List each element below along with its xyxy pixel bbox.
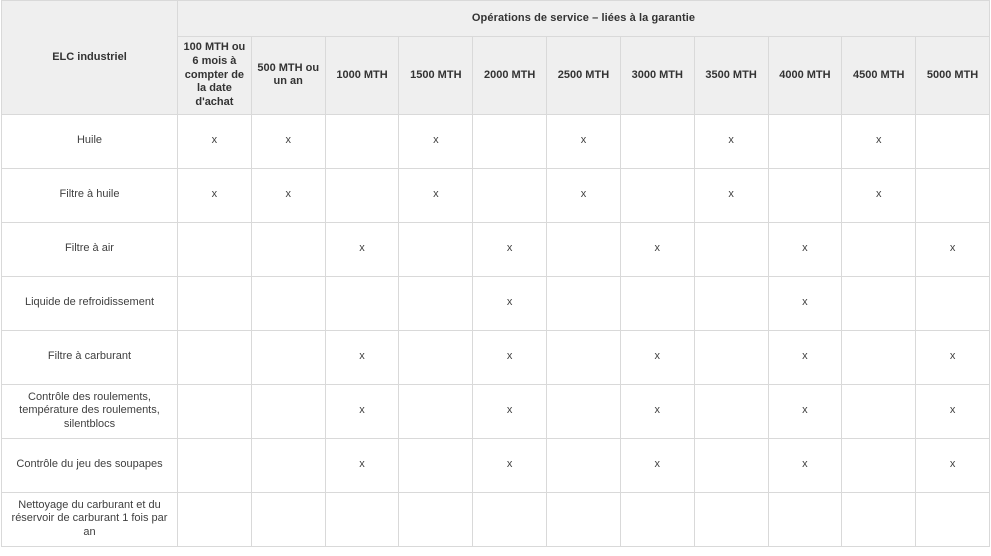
table-row [2,168,990,222]
mark-cell [473,114,547,168]
row-label: Contrôle des roulements, température des roulements, silentblocs [2,384,178,438]
mark-cell [473,492,547,546]
mark-cell [620,114,694,168]
mark-cell: x [916,438,990,492]
mark-cell [325,114,399,168]
row-label: Filtre à air [2,222,178,276]
mark-cell [768,114,842,168]
mark-cell: x [768,438,842,492]
column-header-2000mth: 2000 MTH [473,37,547,115]
mark-cell: x [325,384,399,438]
table-row [2,492,990,546]
row-label: Huile [2,114,178,168]
mark-cell [916,114,990,168]
mark-cell: x [620,438,694,492]
mark-cell [178,330,252,384]
mark-cell: x [916,384,990,438]
mark-cell [547,330,621,384]
table-row [2,438,990,492]
mark-cell: x [473,276,547,330]
row-label: Contrôle du jeu des soupapes [2,438,178,492]
column-header-100mth: 100 MTH ou 6 mois à compter de la date d'achat [178,37,252,115]
row-label: Filtre à huile [2,168,178,222]
mark-cell [251,492,325,546]
mark-cell [768,492,842,546]
mark-cell: x [547,114,621,168]
mark-cell: x [620,222,694,276]
mark-cell [694,492,768,546]
mark-cell [694,438,768,492]
mark-cell: x [473,384,547,438]
column-header-3500mth: 3500 MTH [694,37,768,115]
mark-cell: x [547,168,621,222]
mark-cell [842,276,916,330]
mark-cell: x [473,438,547,492]
table-row [2,114,990,168]
mark-cell: x [251,114,325,168]
mark-cell [842,222,916,276]
mark-cell: x [620,384,694,438]
mark-cell [251,222,325,276]
mark-cell [694,276,768,330]
mark-cell [399,276,473,330]
mark-cell: x [473,330,547,384]
mark-cell [547,492,621,546]
table-corner-header: ELC industriel [2,1,178,115]
mark-cell [694,222,768,276]
mark-cell: x [916,222,990,276]
mark-cell [620,492,694,546]
mark-cell [251,438,325,492]
mark-cell [620,276,694,330]
table-row [2,276,990,330]
mark-cell: x [768,330,842,384]
mark-cell [178,438,252,492]
mark-cell: x [768,222,842,276]
mark-cell: x [325,222,399,276]
mark-cell [399,492,473,546]
mark-cell [547,438,621,492]
mark-cell [842,330,916,384]
mark-cell [251,276,325,330]
mark-cell [399,222,473,276]
mark-cell [916,492,990,546]
column-header-1000mth: 1000 MTH [325,37,399,115]
column-header-2500mth: 2500 MTH [547,37,621,115]
mark-cell [178,276,252,330]
row-label: Nettoyage du carburant et du réservoir de carburant 1 fois par an [2,492,178,546]
mark-cell [325,276,399,330]
column-header-3000mth: 3000 MTH [620,37,694,115]
mark-cell [325,492,399,546]
mark-cell: x [768,384,842,438]
mark-cell [178,222,252,276]
table-header-row-group [2,1,990,37]
mark-cell: x [399,114,473,168]
column-header-1500mth: 1500 MTH [399,37,473,115]
column-header-4500mth: 4500 MTH [842,37,916,115]
mark-cell [178,492,252,546]
mark-cell [842,492,916,546]
service-schedule-table [1,0,990,547]
mark-cell [842,438,916,492]
mark-cell: x [178,168,252,222]
mark-cell [547,384,621,438]
column-header-4000mth: 4000 MTH [768,37,842,115]
table-row [2,222,990,276]
mark-cell [251,330,325,384]
mark-cell [399,384,473,438]
mark-cell: x [842,168,916,222]
mark-cell: x [399,168,473,222]
mark-cell [620,168,694,222]
mark-cell: x [694,114,768,168]
column-header-5000mth: 5000 MTH [916,37,990,115]
mark-cell: x [842,114,916,168]
table-row [2,384,990,438]
mark-cell [768,168,842,222]
mark-cell [916,168,990,222]
mark-cell: x [473,222,547,276]
mark-cell: x [768,276,842,330]
mark-cell [251,384,325,438]
mark-cell [842,384,916,438]
mark-cell: x [251,168,325,222]
mark-cell [547,276,621,330]
row-label: Liquide de refroidissement [2,276,178,330]
mark-cell [399,330,473,384]
mark-cell [694,330,768,384]
table-group-header: Opérations de service – liées à la garantie [178,1,990,37]
mark-cell [473,168,547,222]
mark-cell: x [620,330,694,384]
mark-cell [694,384,768,438]
mark-cell [399,438,473,492]
mark-cell: x [325,438,399,492]
table-body [2,114,990,546]
mark-cell: x [916,330,990,384]
table-row [2,330,990,384]
mark-cell: x [178,114,252,168]
row-label: Filtre à carburant [2,330,178,384]
column-header-500mth: 500 MTH ou un an [251,37,325,115]
mark-cell [325,168,399,222]
mark-cell: x [325,330,399,384]
mark-cell: x [694,168,768,222]
mark-cell [547,222,621,276]
mark-cell [178,384,252,438]
table-head [2,1,990,115]
mark-cell [916,276,990,330]
